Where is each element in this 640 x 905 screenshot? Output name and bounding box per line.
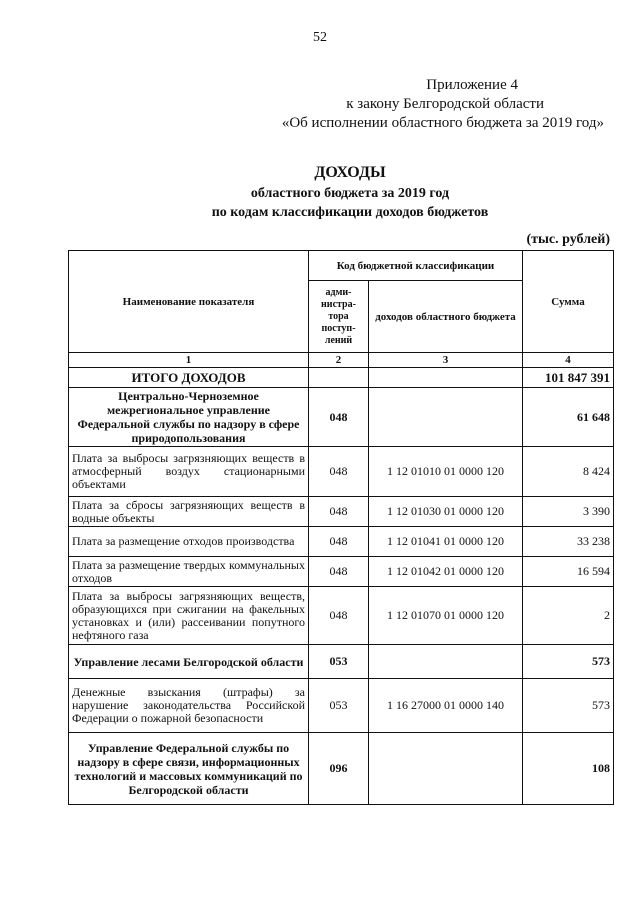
- header-admin-code: [309, 281, 369, 353]
- row-revenue-code: [369, 733, 523, 805]
- row-admin-code: 048: [309, 388, 369, 447]
- header-admin-code-text: адми- нистра- тора поступ- лений: [321, 286, 356, 346]
- index-cell: 1: [69, 353, 309, 368]
- row-sum: 33 238: [523, 527, 614, 557]
- row-admin-code: 096: [309, 733, 369, 805]
- row-admin-code: 048: [309, 557, 369, 587]
- row-name: Денежные взыскания (штрафы) за нарушение законодательства Российской Федерации о пожарной безопасности: [69, 679, 309, 733]
- header-sum: Сумма: [523, 251, 614, 353]
- table-row: [69, 587, 614, 645]
- row-sum: 573: [523, 645, 614, 679]
- document-subtitle-2: по кодам классификации доходов бюджетов: [211, 205, 489, 220]
- row-name: Плата за размещение отходов производства: [69, 527, 309, 557]
- row-name: Плата за выбросы загрязняющих веществ в атмосферный воздух стационарными объектами: [69, 447, 309, 497]
- row-revenue-code: 1 12 01030 01 0000 120: [369, 497, 523, 527]
- header-revenue-code: доходов областного бюджета: [369, 281, 523, 353]
- document-subtitle-1: областного бюджета за 2019 год: [250, 186, 450, 201]
- row-sum: 8 424: [523, 447, 614, 497]
- table-row-group: [69, 733, 614, 805]
- appendix-block: [282, 76, 604, 133]
- appendix-line-2: к закону Белгородской области: [346, 96, 544, 112]
- table-row-group: [69, 388, 614, 447]
- row-admin-code: 048: [309, 527, 369, 557]
- appendix-line-1: Приложение 4: [426, 77, 518, 93]
- total-label: ИТОГО ДОХОДОВ: [69, 368, 309, 388]
- row-sum: 2: [523, 587, 614, 645]
- row-admin-code: 053: [309, 645, 369, 679]
- index-cell: 3: [369, 353, 523, 368]
- units-label: (тыс. рублей): [526, 232, 610, 247]
- document-heading: [0, 162, 640, 222]
- appendix-line-3: «Об исполнении областного бюджета за 2019 год»: [281, 115, 604, 131]
- revenue-table: [68, 250, 614, 805]
- row-name: Плата за размещение твердых коммунальных отходов: [69, 557, 309, 587]
- table-row: [69, 527, 614, 557]
- row-sum: 573: [523, 679, 614, 733]
- row-revenue-code: 1 12 01070 01 0000 120: [369, 587, 523, 645]
- page-number: 52: [313, 30, 327, 45]
- header-code-group: Код бюджетной классификации: [309, 251, 523, 281]
- row-admin-code: 048: [309, 497, 369, 527]
- index-cell: 2: [309, 353, 369, 368]
- row-admin-code: 048: [309, 587, 369, 645]
- total-sum: 101 847 391: [523, 368, 614, 388]
- row-sum: 16 594: [523, 557, 614, 587]
- row-revenue-code: 1 12 01041 01 0000 120: [369, 527, 523, 557]
- row-revenue-code: 1 12 01010 01 0000 120: [369, 447, 523, 497]
- header-name: Наименование показателя: [69, 251, 309, 353]
- row-admin-code: 053: [309, 679, 369, 733]
- row-name: Управление лесами Белгородской области: [69, 645, 309, 679]
- row-revenue-code: 1 16 27000 01 0000 140: [369, 679, 523, 733]
- index-cell: 4: [523, 353, 614, 368]
- table-row: [69, 557, 614, 587]
- row-revenue-code: [369, 388, 523, 447]
- table-row: [69, 447, 614, 497]
- row-name: Плата за выбросы загрязняющих веществ, образующихся при сжигании на факельных установках и (или) рассеивании попутного нефтяного газа: [69, 587, 309, 645]
- row-admin-code: 048: [309, 447, 369, 497]
- row-revenue-code: 1 12 01042 01 0000 120: [369, 557, 523, 587]
- row-name: Плата за сбросы загрязняющих веществ в водные объекты: [69, 497, 309, 527]
- table-row-group: [69, 645, 614, 679]
- row-sum: 61 648: [523, 388, 614, 447]
- document-title: ДОХОДЫ: [314, 164, 386, 181]
- row-sum: 108: [523, 733, 614, 805]
- table-row: [69, 679, 614, 733]
- row-name: Центрально-Черноземное межрегиональное управление Федеральной службы по надзору в сфере природопользования: [69, 388, 309, 447]
- row-sum: 3 390: [523, 497, 614, 527]
- table-row: [69, 497, 614, 527]
- row-name: Управление Федеральной службы по надзору в сфере связи, информационных технологий и массовых коммуникаций по Белгородской области: [69, 733, 309, 805]
- row-revenue-code: [369, 645, 523, 679]
- table-body: [69, 388, 614, 805]
